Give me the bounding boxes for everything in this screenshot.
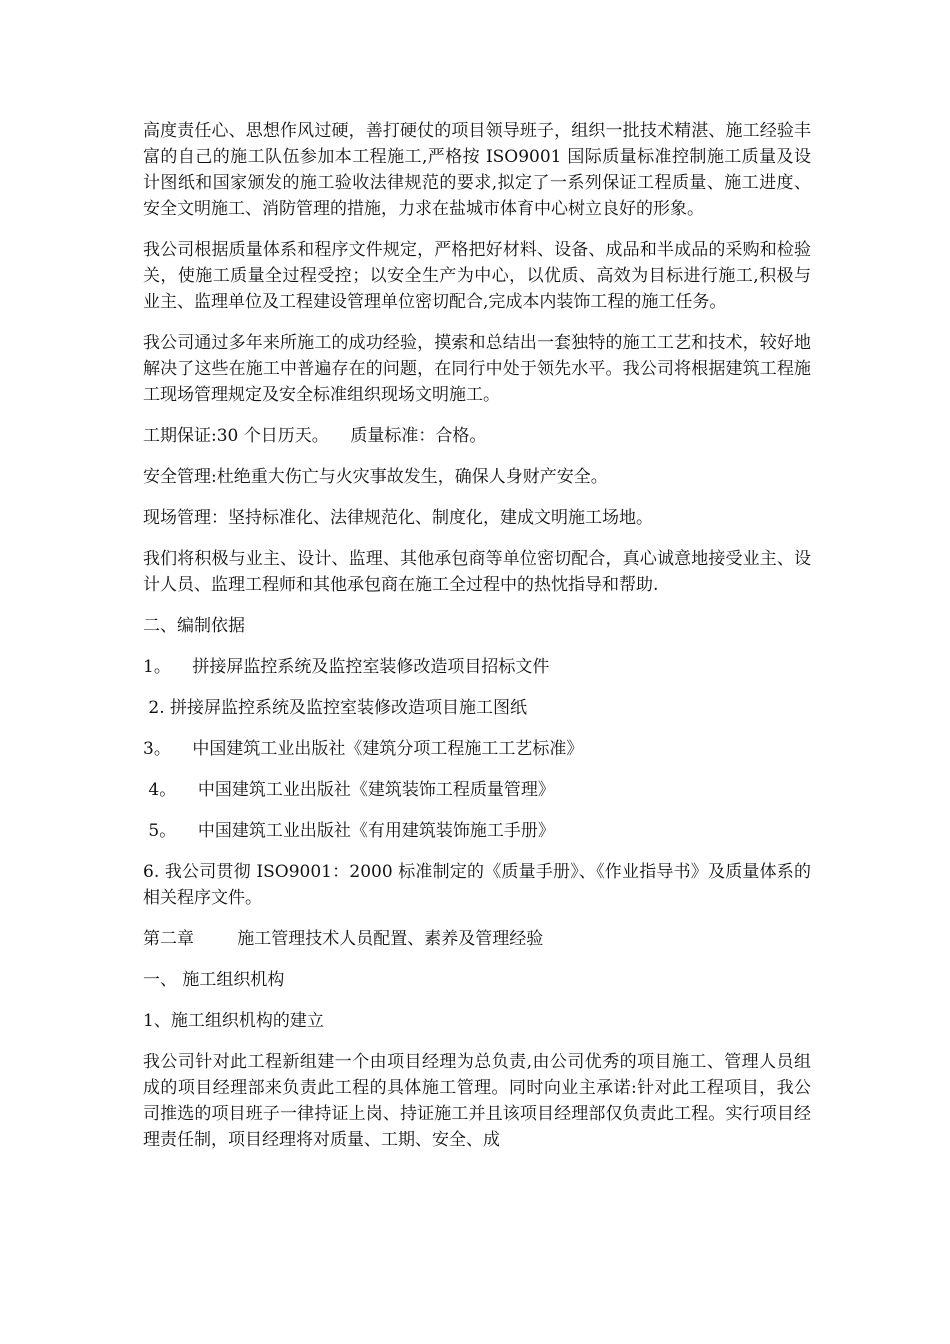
paragraph-cooperation: 我们将积极与业主、设计、监理、其他承包商等单位密切配合，真心诚意地接受业主、设计人员、监理工程师和其他承包商在施工全过程中的热忱指导和帮助. [143, 549, 811, 595]
paragraph-experience: 我公司通过多年来所施工的成功经验，摸索和总结出一套独特的施工工艺和技术，较好地解决了这些在施工中普遍存在的问题，在同行中处于领先水平。我公司将根据建筑工程施工现场管理规定及安全标准组织现场文明施工。 [143, 333, 811, 405]
basis-item-5: 5。 中国建筑工业出版社《有用建筑装饰施工手册》 [143, 821, 555, 841]
basis-item-6: 6. 我公司贯彻 ISO9001：2000 标准制定的《质量手册》、《作业指导书》及质量体系的相关程序文件。 [143, 862, 811, 908]
paragraph-project-team: 高度责任心、思想作风过硬，善打硬仗的项目领导班子，组织一批技术精湛、施工经验丰富的自己的施工队伍参加本工程施工,严格按 ISO9001 国际质量标准控制施工质量及设计图纸和国家颁发的施工验收法律规范的要求,拟定了一系列保证工程质量、施工进度、安全文明施工、消防管理的措施，力求在盐城市体育中心树立良好的形象。 [143, 121, 811, 219]
subsection-heading-establishment: 1、施工组织机构的建立 [143, 1011, 324, 1031]
paragraph-project-department: 我公司针对此工程新组建一个由项目经理为总负责,由公司优秀的项目施工、管理人员组成的项目经理部来负责此工程的具体施工管理。同时向业主承诺:针对此工程项目，我公司推选的项目班子一律持证上岗、持证施工并且该项目经理部仅负责此工程。实行项目经理责任制，项目经理将对质量、工期、安全、成 [143, 1052, 811, 1150]
section-heading-basis: 二、编制依据 [143, 616, 245, 636]
basis-item-4: 4。 中国建筑工业出版社《建筑装饰工程质量管理》 [143, 780, 555, 800]
section-heading-organization: 一、 施工组织机构 [143, 970, 285, 990]
site-management-line: 现场管理：坚持标准化、法律规范化、制度化，建成文明施工场地。 [143, 508, 653, 528]
document-body [143, 118, 811, 1153]
chapter-heading: 第二章 施工管理技术人员配置、素养及管理经验 [143, 929, 544, 949]
basis-item-2: 2. 拼接屏监控系统及监控室装修改造项目施工图纸 [143, 698, 528, 718]
schedule-quality-line: 工期保证:30 个日历天。 质量标准：合格。 [143, 426, 487, 446]
safety-management-line: 安全管理:杜绝重大伤亡与火灾事故发生，确保人身财产安全。 [143, 467, 608, 487]
paragraph-quality-system: 我公司根据质量体系和程序文件规定，严格把好材料、设备、成品和半成品的采购和检验关，使施工质量全过程受控；以安全生产为中心，以优质、高效为目标进行施工,积极与业主、监理单位及工程建设管理单位密切配合,完成本内装饰工程的施工任务。 [143, 240, 811, 312]
basis-item-3: 3。 中国建筑工业出版社《建筑分项工程施工工艺标准》 [143, 739, 584, 759]
basis-item-1: 1。 拼接屏监控系统及监控室装修改造项目招标文件 [143, 657, 550, 677]
